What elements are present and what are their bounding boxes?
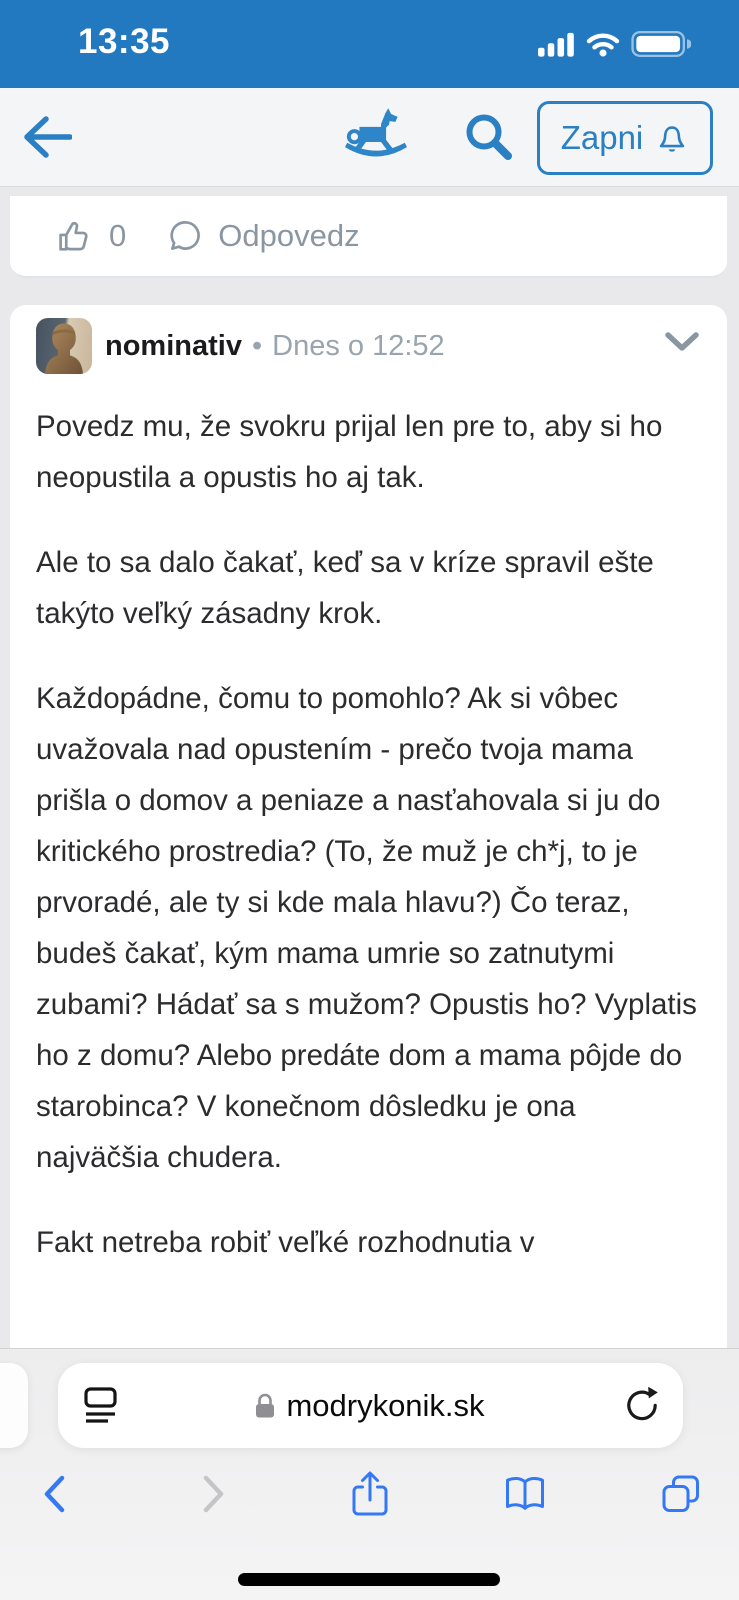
domain-text: modrykonik.sk [286, 1387, 485, 1423]
lock-icon [254, 1392, 276, 1420]
chevron-right-icon [202, 1474, 226, 1514]
post-paragraph: Ale to sa dalo čakať, keď sa v kríze spravil ešte takýto veľký zásadny krok. [36, 546, 654, 630]
separator-dot: • [251, 329, 263, 362]
address-bar[interactable] [58, 1363, 683, 1448]
tabs-icon [660, 1473, 702, 1515]
reload-button[interactable] [621, 1385, 663, 1427]
post-header [10, 305, 727, 374]
post-author[interactable]: nominativ [105, 329, 242, 362]
reply-label: Odpovedz [218, 218, 360, 253]
status-time: 13:35 [78, 22, 171, 61]
reply-button[interactable] [166, 218, 359, 255]
status-icons [538, 31, 691, 57]
open-book-icon [501, 1474, 549, 1514]
post-paragraph: Každopádne, čomu to pomohlo? Ak si vôbec uvažovala nad opustením - prečo tvoja mama prišla o domov a peniaze a nasťahovala si ju do kritického prostredia? (To, že muž je ch*j, to je prvoradé, ale ty si kde mala hlavu?) Čo teraz, budeš čakať, kým mama umrie so zatnutymi zubami? Hádať sa s mužom? Opustis ho? Vyplatis ho z domu? Alebo predáte dom a mama pôjde do starobinca? V konečnom dôsledku je ona najväčšia chudera. [36, 682, 697, 1174]
rocking-horse-logo-icon [340, 105, 412, 169]
wifi-icon [586, 32, 620, 57]
statue-avatar-image [36, 318, 92, 374]
speech-bubble-icon [166, 218, 203, 255]
share-button[interactable] [340, 1464, 400, 1524]
back-button[interactable] [22, 115, 72, 162]
post-paragraph: Povedz mu, že svokru prijal len pre to, aby si ho neopustila a opustis ho aj tak. [36, 410, 663, 494]
bell-icon [655, 120, 689, 156]
arrow-left-icon [22, 115, 72, 159]
enable-notifications-button[interactable] [537, 101, 713, 175]
site-header [0, 88, 739, 187]
browser-chrome [0, 1348, 739, 1600]
home-indicator[interactable] [238, 1573, 500, 1586]
browser-back-button[interactable] [24, 1464, 84, 1524]
previous-post-footer-card [10, 196, 727, 278]
cellular-signal-icon [538, 31, 575, 57]
post-body [10, 374, 727, 1268]
bookmarks-button[interactable] [495, 1464, 555, 1524]
chevron-down-icon [665, 331, 699, 353]
like-button[interactable] [57, 218, 126, 255]
avatar[interactable] [36, 318, 92, 374]
enable-notifications-label: Zapni [560, 119, 644, 156]
page-menu-icon [84, 1386, 118, 1426]
post-timestamp: Dnes o 12:52 [272, 329, 445, 362]
post-paragraph: Fakt netreba robiť veľké rozhodnutia v [36, 1226, 535, 1259]
post-card [10, 305, 727, 1348]
tabs-button[interactable] [651, 1464, 711, 1524]
reload-icon [621, 1385, 663, 1427]
browser-forward-button[interactable] [184, 1464, 244, 1524]
search-icon [463, 112, 515, 162]
like-count: 0 [109, 218, 127, 253]
page-menu-button[interactable] [84, 1386, 118, 1426]
battery-icon [631, 31, 691, 57]
site-logo[interactable] [340, 105, 412, 172]
thumbs-up-icon [57, 218, 94, 255]
search-button[interactable] [463, 112, 515, 165]
url-display [118, 1388, 621, 1424]
collapse-post-button[interactable] [665, 331, 699, 356]
adjacent-tab-edge[interactable] [0, 1363, 28, 1448]
chevron-left-icon [42, 1474, 66, 1514]
status-bar [0, 0, 739, 88]
share-icon [348, 1469, 392, 1519]
